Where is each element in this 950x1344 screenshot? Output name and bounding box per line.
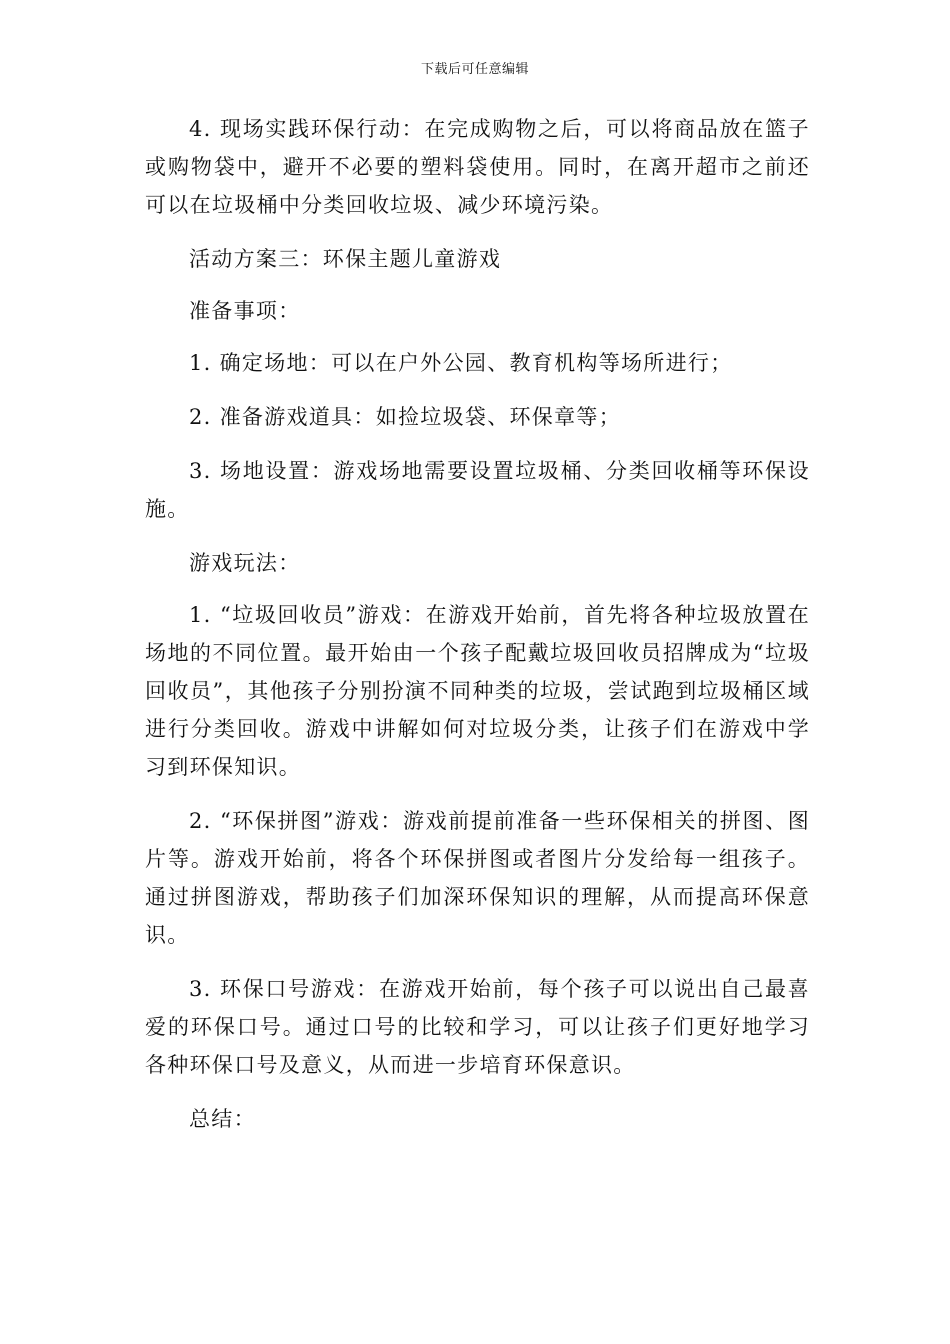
game-item-puzzle: 2. “环保拼图”游戏：游戏前提前准备一些环保相关的拼图、图片等。游戏开始前，将各个环保拼图或者图片分发给每一组孩子。通过拼图游戏，帮助孩子们加深环保知识的理解，从而提高环保意识。 [145,809,810,947]
section-heading-plan-three: 活动方案三：环保主题儿童游戏 [189,247,502,271]
game-item-recycler: 1. “垃圾回收员”游戏：在游戏开始前，首先将各种垃圾放置在场地的不同位置。最开始由一个孩子配戴垃圾回收员招牌成为“垃圾回收员”，其他孩子分别扮演不同种类的垃圾，尝试跑到垃圾桶区域进行分类回收。游戏中讲解如何对垃圾分类，让孩子们在游戏中学习到环保知识。 [145,603,810,779]
header-note: 下载后可任意编辑 [420,62,529,77]
subheading-preparation: 准备事项： [189,299,301,323]
document-body [145,110,810,1152]
paragraph-practice-action: 4. 现场实践环保行动：在完成购物之后，可以将商品放在篮子或购物袋中，避开不必要的塑料袋使用。同时，在离开超市之前还可以在垃圾桶中分类回收垃圾、减少环境污染。 [145,117,810,217]
list-item-venue: 1. 确定场地：可以在户外公园、教育机构等场所进行； [189,351,733,375]
subheading-gameplay: 游戏玩法： [189,551,301,575]
list-item-setup: 3. 场地设置：游戏场地需要设置垃圾桶、分类回收桶等环保设施。 [145,459,810,521]
list-item-props: 2. 准备游戏道具：如捡垃圾袋、环保章等； [189,405,622,429]
game-item-slogan: 3. 环保口号游戏：在游戏开始前，每个孩子可以说出自己最喜爱的环保口号。通过口号的比较和学习，可以让孩子们更好地学习各种环保口号及意义，从而进一步培育环保意识。 [145,977,810,1077]
subheading-summary: 总结： [189,1107,256,1131]
